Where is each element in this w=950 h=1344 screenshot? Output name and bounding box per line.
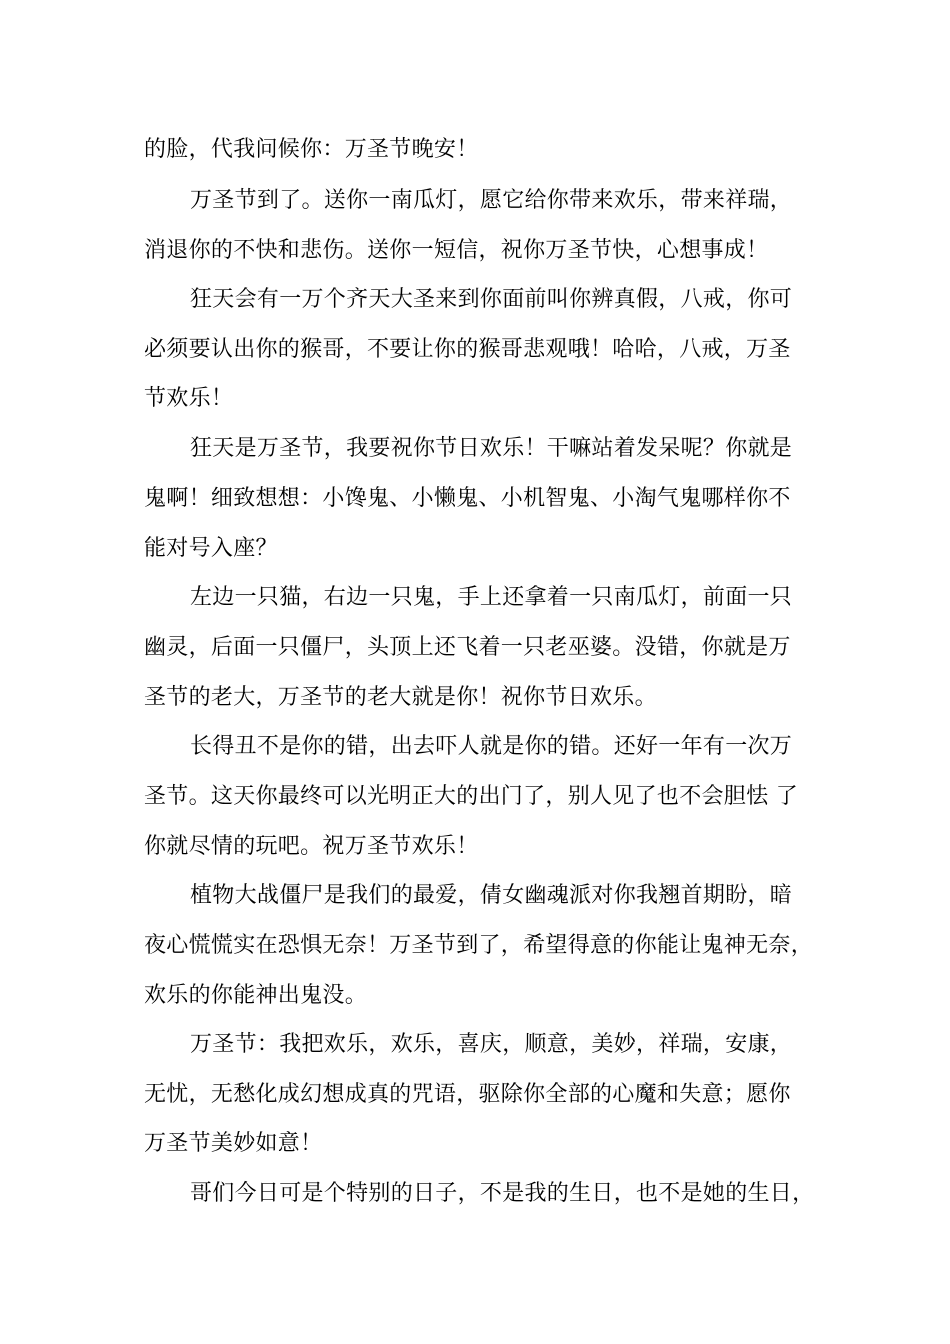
text-line: 的脸，代我问候你：万圣节晚安！ — [144, 137, 479, 162]
text-line: 欢乐的你能神出鬼没。 — [144, 983, 368, 1008]
text-line: 夜心慌慌实在恐惧无奈！万圣节到了，希望得意的你能让鬼神无奈， — [144, 933, 814, 958]
text-line: 能对号入座？ — [144, 536, 278, 561]
text-line: 无忧，无愁化成幻想成真的咒语，驱除你全部的心魔和失意；愿你 — [144, 1082, 791, 1107]
text-line: 长得丑不是你的错，出去吓人就是你的错。还好一年有一次万 — [190, 734, 793, 759]
text-line: 幽灵，后面一只僵尸，头顶上还飞着一只老巫婆。没错，你就是万 — [144, 635, 791, 660]
text-line: 节欢乐！ — [144, 386, 234, 411]
text-line: 万圣节到了。送你一南瓜灯，愿它给你带来欢乐，带来祥瑞， — [190, 188, 793, 213]
text-line: 万圣节：我把欢乐，欢乐，喜庆，顺意，美妙，祥瑞，安康， — [190, 1032, 793, 1057]
text-line: 圣节。这天你最终可以光明正大的出门了，别人见了也不会胆怯 了 — [144, 784, 798, 809]
text-line: 鬼啊！细致想想：小馋鬼、小懒鬼、小机智鬼、小淘气鬼哪样你不 — [144, 486, 791, 511]
text-line: 哥们今日可是个特别的日子，不是我的生日，也不是她的生日， — [190, 1181, 815, 1206]
text-line: 必须要认出你的猴哥，不要让你的猴哥悲观哦！哈哈，八戒，万圣 — [144, 337, 791, 362]
text-line: 狂天会有一万个齐天大圣来到你面前叫你辨真假，八戒，你可 — [190, 287, 793, 312]
text-line: 万圣节美妙如意！ — [144, 1131, 323, 1156]
text-line: 消退你的不快和悲伤。送你一短信，祝你万圣节快，心想事成！ — [144, 238, 769, 263]
text-line: 植物大战僵尸是我们的最爱，倩女幽魂派对你我翘首期盼，暗 — [190, 883, 793, 908]
text-line: 圣节的老大，万圣节的老大就是你！祝你节日欢乐。 — [144, 685, 657, 710]
text-line: 左边一只猫，右边一只鬼，手上还拿着一只南瓜灯，前面一只 — [190, 585, 793, 610]
text-line: 你就尽情的玩吧。祝万圣节欢乐！ — [144, 834, 479, 859]
text-line: 狂天是万圣节，我要祝你节日欢乐！干嘛站着发呆呢？你就是 — [190, 436, 793, 461]
